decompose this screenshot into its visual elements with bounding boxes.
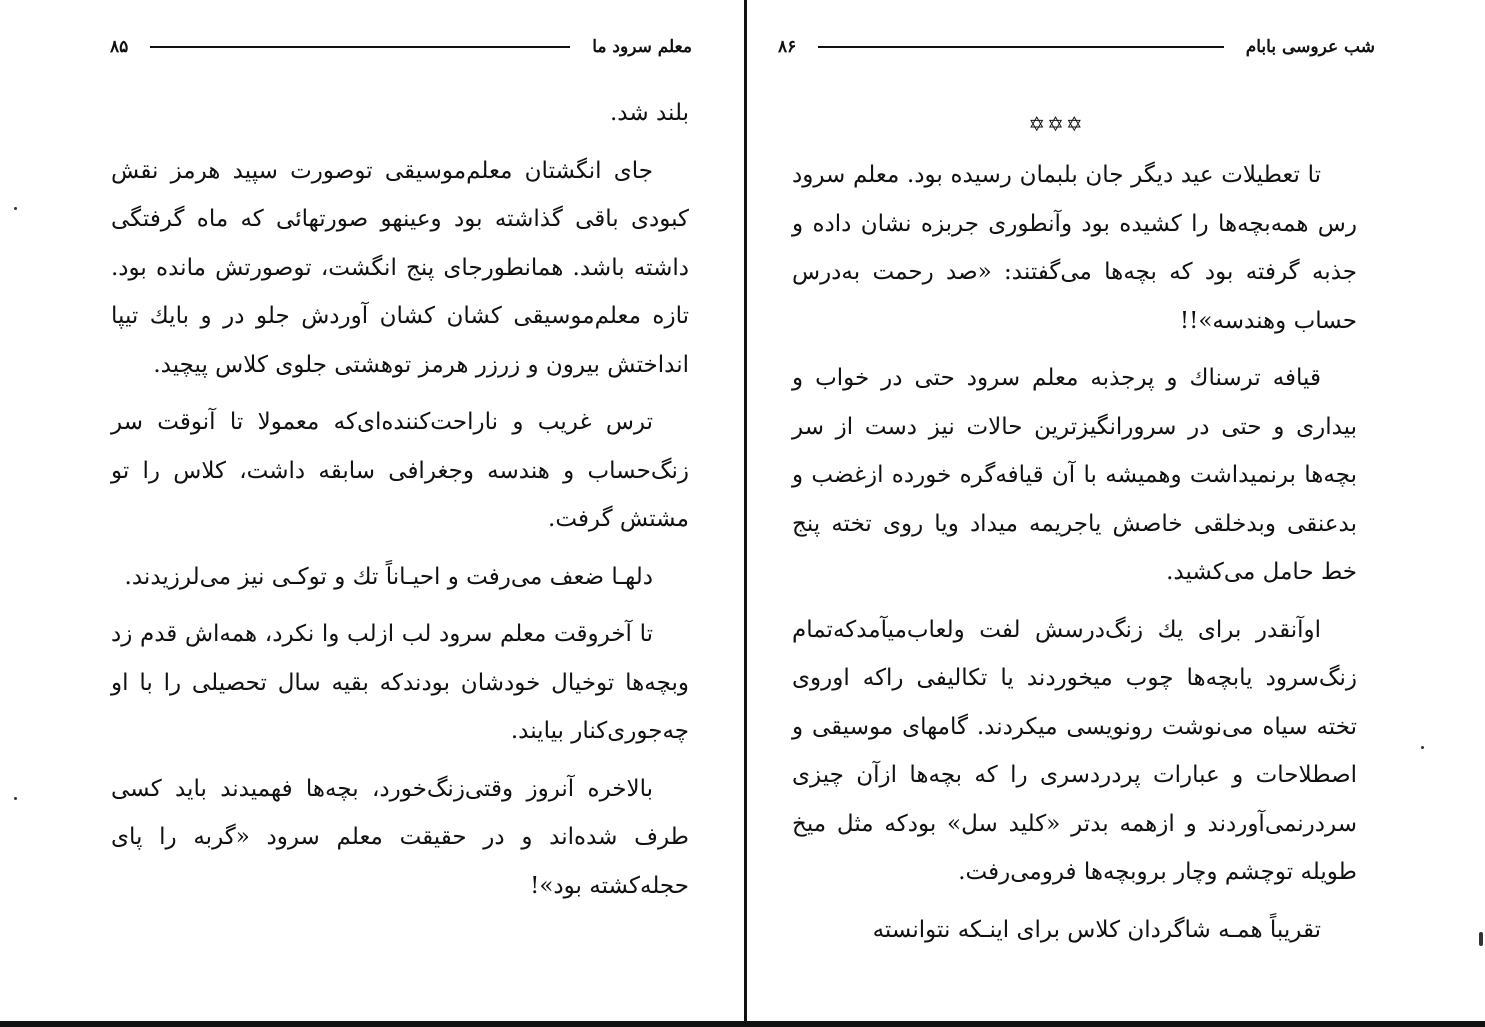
paragraph: تا تعطیلات عید دیگر جان بلبمان رسیده بود. معلم سرود رس همه‌بچه‌ها را کشیده بود وآنطوری جربزه نشان داده و جذبه گرفته بود که بچه‌ها می‌گفتند: «صد رحمت به‌درس حساب وهندسه»!! — [792, 162, 1357, 334]
right-page-header — [778, 32, 1375, 62]
paragraph: قیافه ترسناك و پرجذبه معلم سرود حتی در خواب و بیداری و حتی در سرورانگیزترین حالات نیز دست از سر بچه‌ها برنمیداشت وهمیشه با آن قیافه‌گره خورده ازغضب و بدعنقی وبدخلقی خاصش یاجریمه میداد ویا روی تخته پنج خط حامل می‌کشید. — [792, 365, 1357, 585]
running-title: معلم سرود ما — [592, 37, 692, 57]
paragraph: تا آخروقت معلم سرود لب ازلب وا نکرد، همه‌اش قدم زد وبچه‌ها توخیال خودشان بودندکه بقیه سال تحصیلی را با او چه‌جوری‌کنار بیایند. — [111, 621, 689, 744]
left-page-body — [111, 89, 689, 919]
left-page-header — [110, 32, 692, 62]
paragraph: جای انگشتان معلم‌موسیقی توصورت سپید هرمز نقش کبودی باقی گذاشته بود وعینهو صورتهائی که ماه گرفتگی داشته باشد. همانطورجای پنج انگشت، توصورتش مانده بود. تازه معلم‌موسیقی کشان کشان آوردش جلو در و بایك تیپا انداختش بیرون و زرزر هرمز توهشتی جلوی کلاس پیچید. — [111, 157, 689, 378]
paragraph: تقریباً همـه شاگردان کلاس برای اینـکه نتوانسته — [872, 916, 1321, 943]
paragraph: بالاخره آنروز وقتی‌زنگ‌خورد، بچه‌ها فهمیدند باید کسی طرف شده‌اند و در حقیقت معلم سرود «گربه را پای حجله‌کشته بود»! — [111, 775, 689, 899]
paragraph: اوآنقدر برای یك زنگ‌درسش لفت ولعاب‌میآمدکه‌تمام زنگ‌سرود یابچه‌ها چوب میخوردند یا تکالیفی راکه اوروی تخته سیاه می‌نوشت رونویسی میکردند. گامهای موسیقی و اصطلاحات و عبارات پردردسری را که بچه‌ها ازآن چیزی سردرنمی‌آوردند و ازهمه بدتر «کلید سل» بودکه مثل میخ طویله توچشم وچار بروبچه‌ها فرومی‌رفت. — [792, 616, 1357, 885]
right-page-body — [792, 151, 1357, 963]
section-ornament: ✡✡✡ — [1028, 112, 1085, 136]
header-rule — [150, 46, 570, 48]
scan-speck — [14, 797, 17, 800]
scan-speck — [1479, 932, 1483, 946]
running-title: شب عروسی بابام — [1245, 37, 1375, 57]
book-spine — [744, 0, 747, 1022]
paragraph: بلند شد. — [610, 100, 689, 126]
paragraph: دلهـا ضعف می‌رفت و احیـاناً تك و توکـی نیز می‌لرزیدند. — [124, 563, 653, 590]
page-number: ۸۶ — [778, 37, 797, 57]
scan-speck — [14, 207, 17, 210]
page-number: ۸۵ — [110, 37, 129, 57]
paragraph: ترس غریب و ناراحت‌کننده‌ای‌که معمولا تا آنوقت سر زنگ‌حساب و هندسه وجغرافی سابقه داشت، کلاس را تو مشتش گرفت. — [111, 409, 689, 532]
bottom-rule — [0, 1021, 1485, 1027]
right-page — [748, 0, 1485, 1020]
left-page — [0, 0, 744, 1020]
header-rule — [818, 46, 1223, 48]
scan-speck — [1421, 746, 1424, 749]
